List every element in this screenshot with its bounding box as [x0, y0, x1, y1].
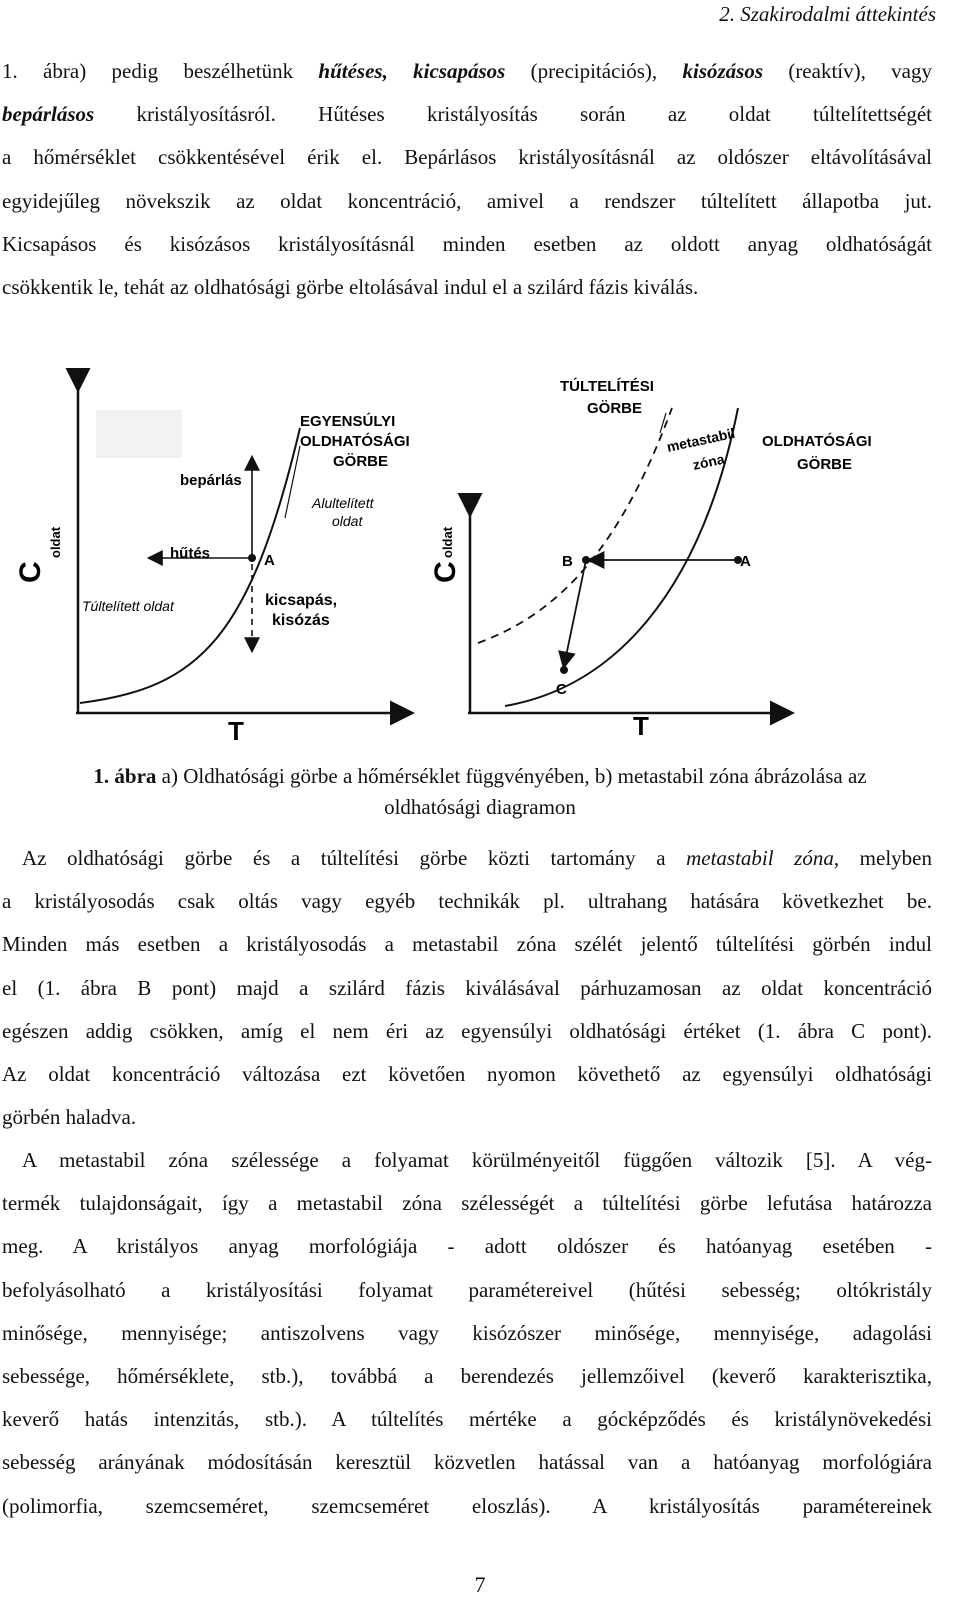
text-line: bepárlásos kristályosításról. Hűtéses kristályosítás során az oldat túltelítettségét [2, 102, 932, 127]
emph-term: bepárlásos [2, 102, 95, 127]
left-diagram [14, 388, 410, 746]
point-b-label: B [562, 553, 573, 570]
desupersaturation-arrow [564, 560, 586, 666]
y-label-c: C [14, 561, 47, 583]
page-number: 7 [474, 1572, 486, 1597]
text-line: A metastabil zóna szélessége a folyamat körülményeitől függően változik [5]. A vég- [22, 1148, 932, 1172]
text-line: egyidejűleg növekszik az oldat koncentráció, amivel a rendszer túltelített állapotba jut. [2, 188, 932, 213]
curve-label-2: OLDHATÓSÁGI [300, 433, 410, 450]
text-line: el (1. ábra B pont) majd a szilárd fázis kiválásával párhuzamosan az oldat koncentráció [2, 975, 932, 1000]
super-label-1: TÚLTELÍTÉSI [560, 378, 654, 395]
solub-label-2: GÖRBE [797, 456, 853, 473]
text-line: keverő hatás intenzitás, stb.). A túltelítés mértéke a gócképződés és kristálynövekedési [2, 1407, 932, 1432]
running-header: 2. Szakirodalmi áttekintés [719, 2, 936, 26]
meta-label-1: metastabil [665, 424, 737, 455]
text-line: görbén haladva. [2, 1105, 137, 1130]
supersolubility-curve [478, 408, 672, 643]
caption-text-2: oldhatósági diagramon [384, 795, 576, 819]
point-c-label: C [556, 681, 567, 698]
emph-term: kisózásos [682, 59, 764, 83]
curve-label-1: EGYENSÚLYI [300, 413, 396, 430]
point-a-marker [248, 554, 256, 562]
text-line: befolyásolható a kristályosítási folyamat paramétereivel (hűtési sebesség; oltókristály [2, 1277, 932, 1302]
kicsapás-label-1: kicsapás, [265, 592, 338, 609]
text-line: (polimorfia, szemcseméret, szemcseméret eloszlás). A kristályosítás paramétereinek [2, 1493, 932, 1518]
text-line: egészen addig csökken, amíg el nem éri az egyensúlyi oldhatósági értéket (1. ábra C pont). [2, 1018, 932, 1043]
right-diagram [429, 377, 872, 741]
point-a-label: A [740, 553, 751, 570]
x-label-t: T [633, 711, 649, 741]
kicsapás-label-2: kisózás [272, 612, 330, 629]
text-line: minősége, mennyisége; antiszolvens vagy kisózószer minősége, mennyisége, adagolási [2, 1320, 932, 1345]
y-label-sub: oldat [48, 526, 63, 558]
meta-label-2: zóna [691, 450, 726, 473]
solub-label-1: OLDHATÓSÁGI [762, 433, 872, 450]
point-b-marker [582, 556, 590, 564]
point-a-label: A [264, 552, 275, 569]
point-c-marker [560, 666, 568, 674]
solubility-curve [505, 408, 738, 706]
text-line: meg. A kristályos anyag morfológiája - adott oldószer és hatóanyag esetében - [2, 1234, 932, 1259]
y-label-sub: oldat [440, 526, 455, 558]
super-region-label: Túltelített oldat [82, 598, 174, 614]
unsat-region-label-2: oldat [332, 513, 363, 529]
paragraph-intro [2, 50, 932, 309]
text-line: a hőmérséklet csökkentésével érik el. Bepárlásos kristályosításnál az oldószer eltávolításával [2, 145, 932, 170]
super-label-2: GÖRBE [587, 400, 643, 417]
text-line: a kristályosodás csak oltás vagy egyéb technikák pl. ultrahang hatására következhet be. [2, 889, 932, 914]
text-line: Az oldhatósági görbe és a túltelítési görbe közti tartomány a metastabil zóna, melyben [22, 846, 932, 870]
figure-solubility-diagrams [0, 368, 960, 756]
figure-caption [0, 761, 960, 823]
unsat-region-label-1: Alultelített [312, 495, 374, 511]
caption-text: a) Oldhatósági görbe a hőmérséklet függvényében, b) metastabil zóna ábrázolása az [156, 764, 867, 788]
grey-patch [96, 410, 182, 458]
paragraph-zone-width [2, 1139, 932, 1528]
text-line: sebesség arányának módosításán keresztül közvetlen hatással van a hatóanyag morfológiára [2, 1450, 932, 1475]
text-line: 1. ábra) pedig beszélhetünk hűtéses, kicsapásos (precipitációs), kisózásos (reaktív), vagy [2, 59, 932, 83]
caption-number: 1. ábra [93, 764, 157, 788]
text-line: sebessége, hőmérséklete, stb.), továbbá a berendezés jellemzőivel (keverő karakterisztika, [2, 1364, 932, 1389]
text-line: termék tulajdonságait, így a metastabil zóna szélességét a túltelítési görbe lefutása határozza [2, 1191, 932, 1216]
paragraph-metastable [2, 837, 932, 1139]
diagram-svg [0, 368, 960, 756]
x-label-t: T [228, 716, 244, 746]
text-line: Az oldat koncentráció változása ezt követően nyomon követhető az egyensúlyi oldhatósági [2, 1062, 932, 1087]
text-line: csökkentik le, tehát az oldhatósági görbe eltolásával indul el a szilárd fázis kiválás. [2, 275, 699, 300]
bepárlás-label: bepárlás [180, 472, 242, 489]
text-line: Kicsapásos és kisózásos kristályosításnál minden esetben az oldott anyag oldhatóságát [2, 231, 932, 256]
hűtés-label: hűtés [170, 545, 211, 562]
curve-label-3: GÖRBE [333, 453, 389, 470]
text-line: Minden más esetben a kristályosodás a metastabil zóna szélét jelentő túltelítési görbén indul [2, 932, 932, 957]
y-label-c: C [429, 561, 462, 583]
emph-term: hűtéses, kicsapásos [318, 59, 506, 83]
super-pointer [660, 413, 666, 433]
emph-term: metastabil zóna [686, 846, 834, 870]
